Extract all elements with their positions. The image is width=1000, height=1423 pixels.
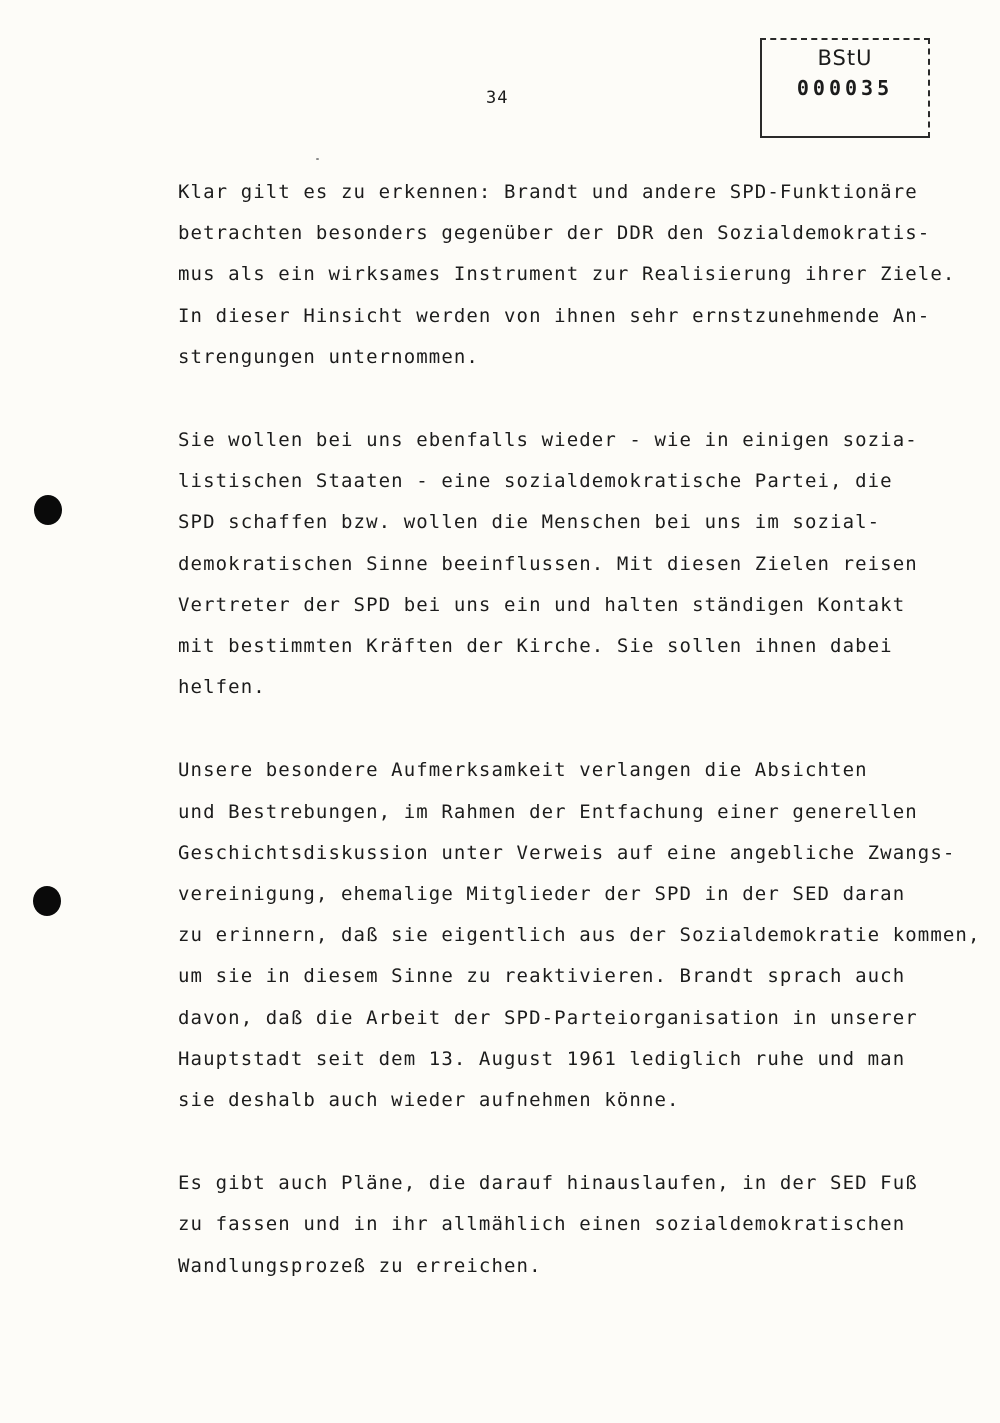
- text-line: betrachten besonders gegenüber der DDR den Sozialdemokratis-: [178, 222, 931, 245]
- text-line: Unsere besondere Aufmerksamkeit verlangen die Absichten: [178, 759, 868, 782]
- text-line: SPD schaffen bzw. wollen die Menschen bei uns im sozial-: [178, 511, 881, 534]
- text-line: und Bestrebungen, im Rahmen der Entfachung einer generellen: [178, 800, 918, 823]
- text-line: sie deshalb auch wieder aufnehmen könne.: [178, 1089, 680, 1112]
- text-line: zu fassen und in ihr allmählich einen sozialdemokratischen: [178, 1213, 906, 1236]
- text-line: zu erinnern, daß sie eigentlich aus der Sozialdemokratie kommen,: [178, 924, 981, 947]
- archive-stamp: [760, 38, 930, 138]
- text-line: strengungen unternommen.: [178, 345, 479, 368]
- text-line: um sie in diesem Sinne zu reaktivieren. Brandt sprach auch: [178, 965, 906, 988]
- text-line: In dieser Hinsicht werden von ihnen sehr ernstzunehmende An-: [178, 304, 931, 327]
- paragraph-2: [178, 420, 978, 708]
- stamp-number: 000035: [796, 76, 894, 100]
- paper-speck: [316, 158, 319, 160]
- text-line: Vertreter der SPD bei uns ein und halten ständigen Kontakt: [178, 593, 906, 616]
- paragraph-3: [178, 750, 981, 1121]
- text-line: mit bestimmten Kräften der Kirche. Sie sollen ihnen dabei: [178, 635, 893, 658]
- text-line: demokratischen Sinne beeinflussen. Mit diesen Zielen reisen: [178, 552, 918, 575]
- stamp-title: BStU: [817, 46, 873, 70]
- text-line: Es gibt auch Pläne, die darauf hinauslaufen, in der SED Fuß: [178, 1172, 918, 1195]
- text-line: Wandlungsprozeß zu erreichen.: [178, 1254, 542, 1277]
- text-line: mus als ein wirksames Instrument zur Realisierung ihrer Ziele.: [178, 263, 956, 286]
- paragraph-1: [178, 172, 978, 378]
- text-line: Sie wollen bei uns ebenfalls wieder - wie in einigen sozia-: [178, 429, 918, 452]
- text-line: davon, daß die Arbeit der SPD-Parteiorganisation in unserer: [178, 1006, 918, 1029]
- text-line: Klar gilt es zu erkennen: Brandt und andere SPD-Funktionäre: [178, 181, 918, 203]
- page-number: 34: [486, 88, 509, 108]
- punch-hole-bottom: [33, 886, 61, 916]
- text-line: Hauptstadt seit dem 13. August 1961 lediglich ruhe und man: [178, 1047, 906, 1070]
- text-line: Geschichtsdiskussion unter Verweis auf eine angebliche Zwangs-: [178, 841, 956, 864]
- text-line: listischen Staaten - eine sozialdemokratische Partei, die: [178, 470, 893, 493]
- document-body: [178, 172, 981, 1329]
- paragraph-4: [178, 1163, 978, 1287]
- text-line: helfen.: [178, 676, 266, 699]
- text-line: vereinigung, ehemalige Mitglieder der SPD in der SED daran: [178, 883, 906, 906]
- punch-hole-top: [34, 495, 62, 525]
